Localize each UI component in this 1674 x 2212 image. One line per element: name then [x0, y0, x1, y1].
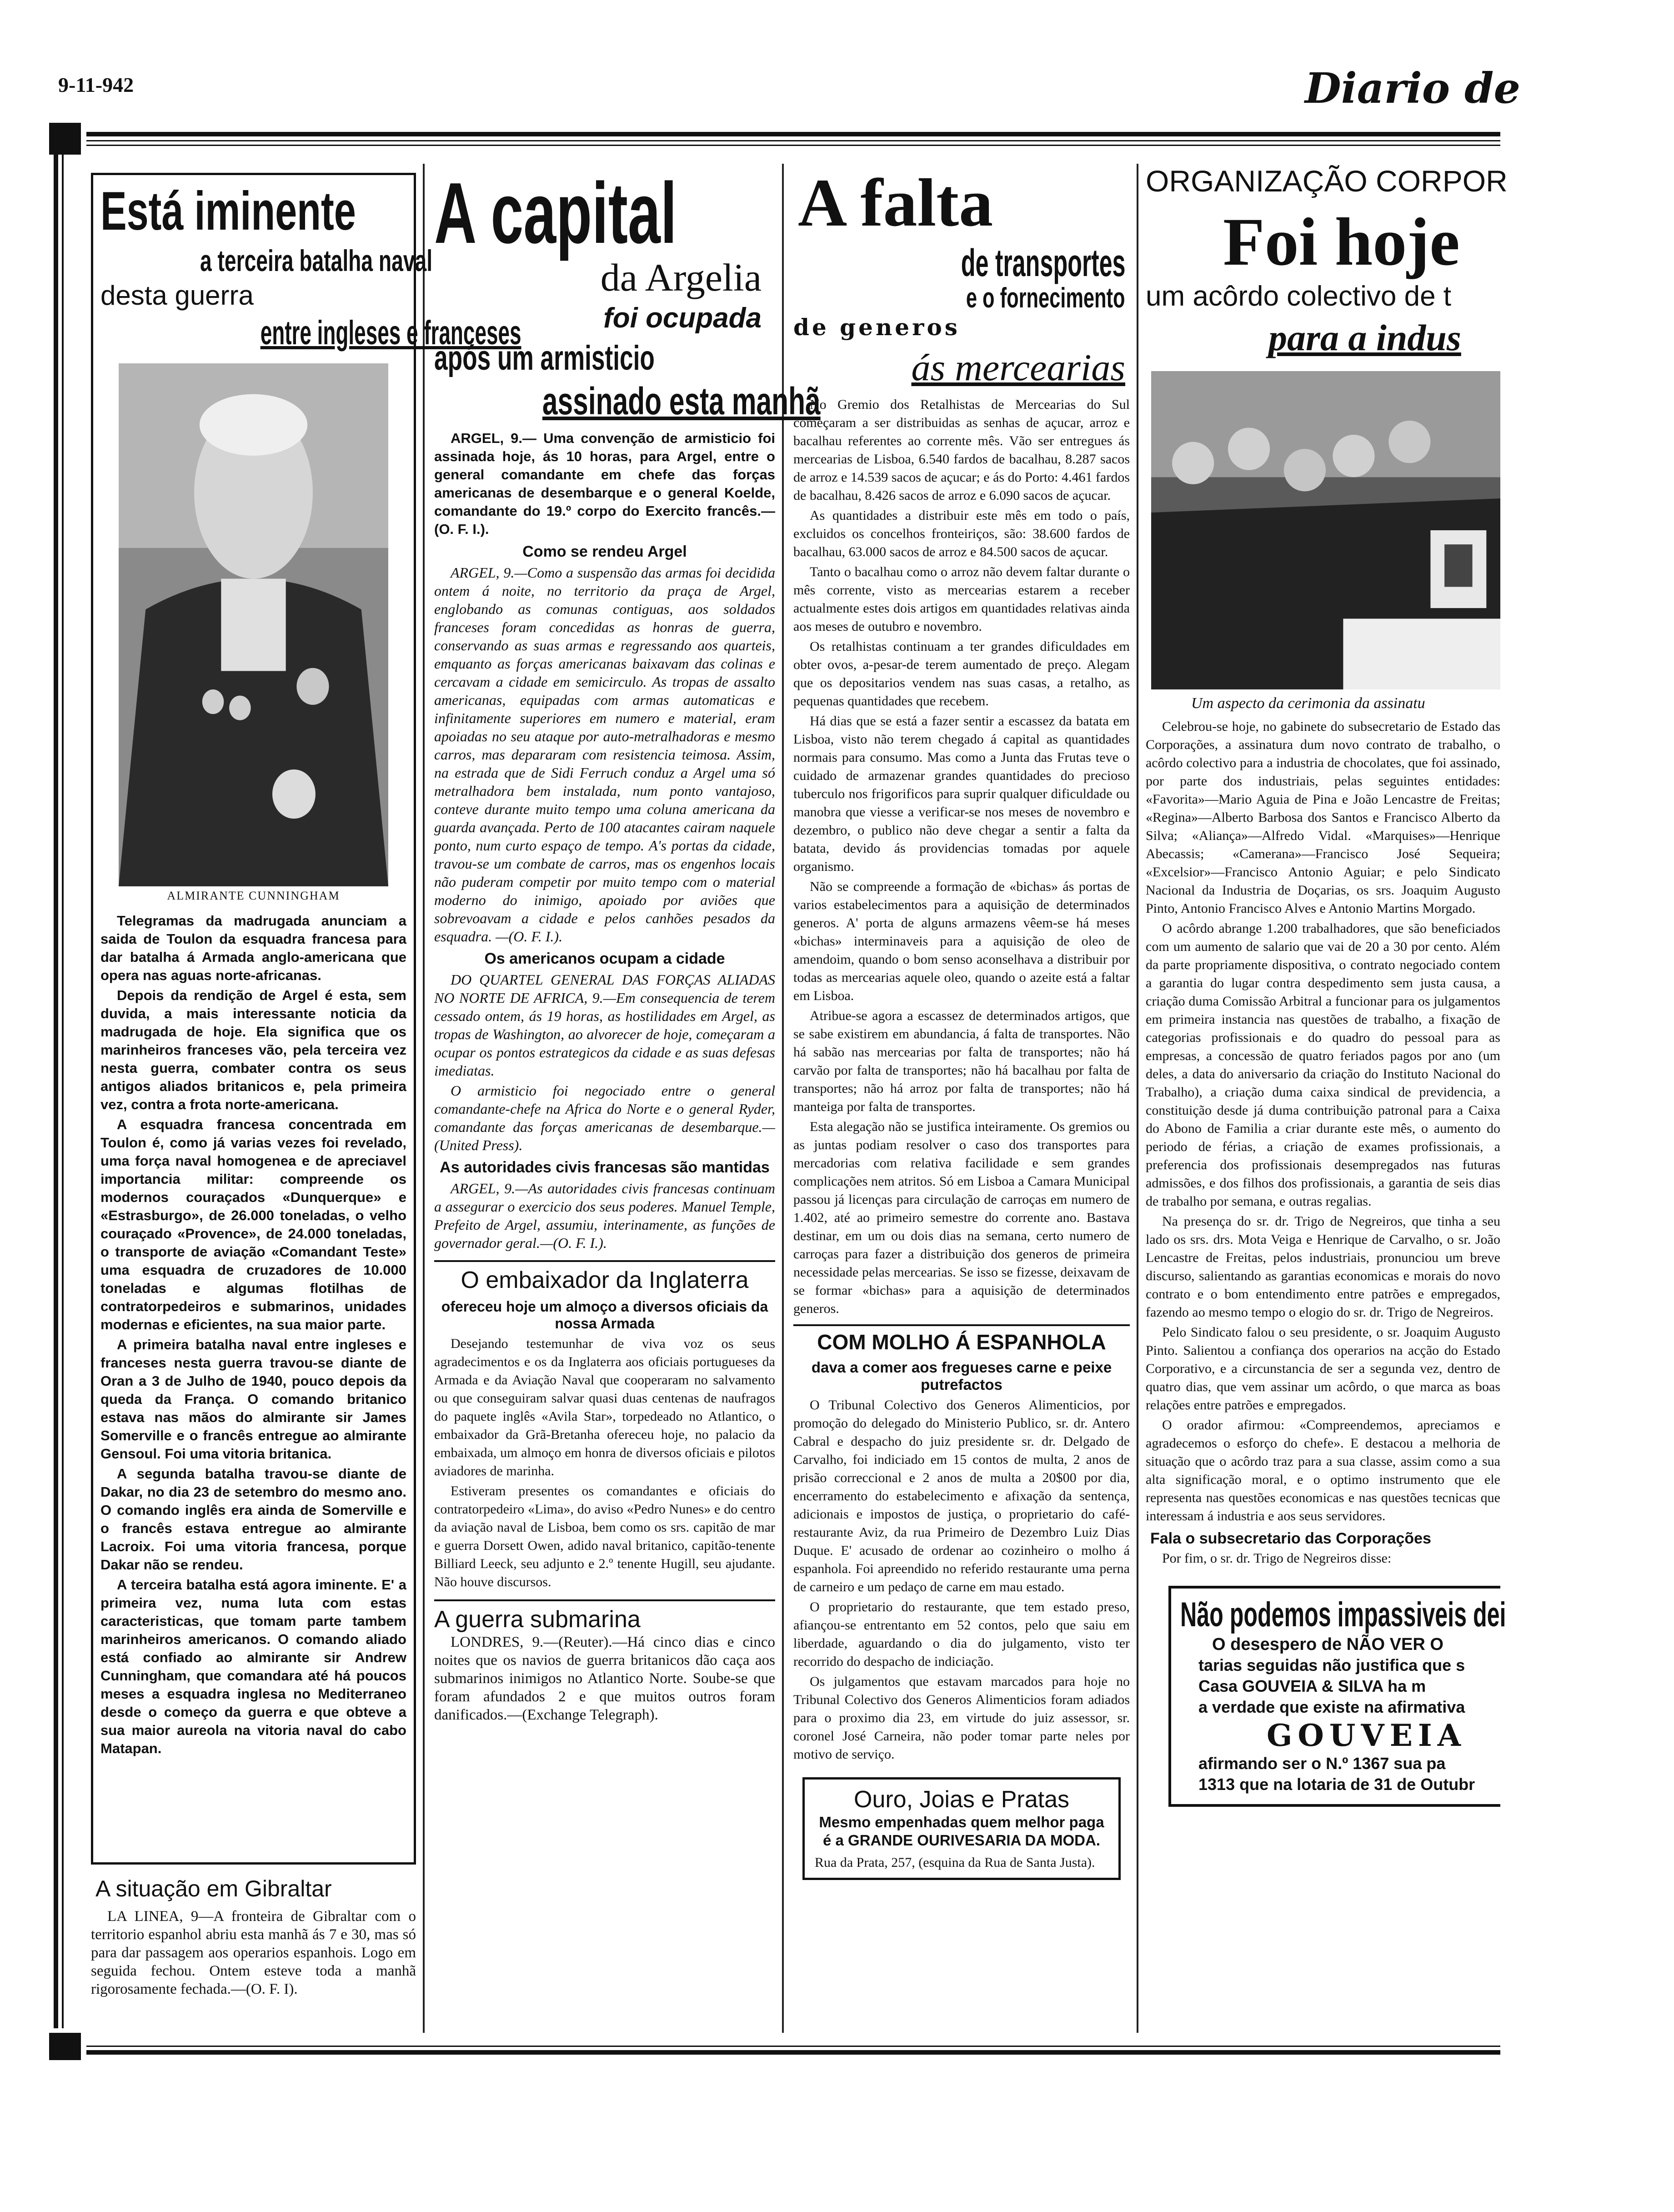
mercearias-paragraph: As quantidades a distribuir este mês em todo o país, excluidos os concelhos fronteiriços, são: 38.600 fardos de bacalhau, 63.000 sacos de arroz e 84.500 sacos de açucar. [793, 508, 1130, 559]
headline-a-capital: A capital [434, 165, 677, 261]
kicker-organizacao: ORGANIZAÇÃO CORPOR [1146, 164, 1508, 198]
ad-gouveia-line-5: afirmando ser o N.º 1367 sua pa [1198, 1754, 1446, 1773]
headline-de-transportes: de transportes [961, 241, 1125, 284]
gouveia-ad [1168, 1586, 1506, 1807]
left-border-line-thin [62, 155, 64, 2028]
bottom-rule-thick [86, 2050, 1500, 2055]
mercearias-body [793, 396, 1130, 1318]
bottom-rule-thin [86, 2046, 1500, 2047]
cunningham-paragraph: A primeira batalha naval entre ingleses e franceses nesta guerra travou-se diante de Oran a 3 de Julho de 1940, pouco depois da queda da França. O comando britanico estava nas mãos do almirante sir James Somerville e o francês entregue ao almirante Gensoul. Foi uma vitoria britanica. [100, 1337, 406, 1462]
embaixador-body-2: Estiveram presentes os comandantes e oficiais do contratorpedeiro «Lima», do aviso «Pedro Nunes» e do centro da aviação naval de Lisboa, bem como os srs. capitão de mar e guerra Dorsett Owen, adido naval britanico, capitão-tenente Billiard Leeck, seu adjunto e 2.º tenente Hugill, seu ajudante. Não houve discursos. [434, 1483, 775, 1589]
ad-gouveia-line-1: O desespero de NÃO VER O [1212, 1635, 1443, 1654]
subhead-molho-deck: dava a comer aos fregueses carne e peixe putrefactos [811, 1359, 1112, 1393]
acordo-body [1146, 718, 1500, 1525]
headline-as-mercearias: ás mercearias [911, 347, 1125, 389]
gibraltar-body: LA LINEA, 9—A fronteira de Gibraltar com o territorio espanhol abriu esta manhã ás 7 e 30, mas só para dar passagem aos operarios espanhois. Logo em seguida fechou. Ontem esteve toda a manhã rigorosamente fechada.—(O. F. I). [91, 1908, 416, 1997]
ad-ouro-address: Rua da Prata, 257, (esquina da Rua de Santa Justa). [815, 1855, 1095, 1870]
acordo-paragraph: O orador afirmou: «Compreendemos, apreciamos e agradecemos o esforço do chefe». E destacou a melhoria de situação que o acôrdo traz para a sua classe, assim como a sua alta significação moral, e o optimo instrumento que ele representa nas questões economicas e nas questões tecnicas que interessam á industria e aos seus servidores. [1146, 1418, 1500, 1523]
headline-da-argelia: da Argelia [600, 256, 762, 299]
ad-gouveia-line-6: 1313 que na lotaria de 31 de Outubr [1198, 1775, 1475, 1794]
column-divider-1 [423, 164, 425, 2033]
ad-ouro-title: Ouro, Joias e Pratas [854, 1786, 1069, 1813]
top-rule-thick [86, 132, 1500, 136]
left-border-line [54, 155, 58, 2028]
subhead-embaixador-deck: ofereceu hoje um almoço a diversos oficiais da nossa Armada [441, 1298, 768, 1332]
headline-acordo-colectivo: um acôrdo colectivo de t [1146, 281, 1452, 312]
subhead-fala-subsecretario: Fala o subsecretario das Corporações [1150, 1530, 1431, 1547]
molho-paragraph: Os julgamentos que estavam marcados para hoje no Tribunal Colectivo dos Generos Alimenticios foram adiados para o proximo dia 23, em virtude do juiz assessor, sr. coronel José Carneira, não poder tomar parte neles por motivo de serviço. [793, 1674, 1130, 1762]
mercearias-paragraph: Tanto o bacalhau como o arroz não devem faltar durante o mês corrente, visto as mercearias estarem a receber actualmente estes dois artigos em quantidades relativas ainda aos meses de outubro e novembro. [793, 564, 1130, 634]
ad-ouro-body: Mesmo empenhadas quem melhor paga é a GRANDE OURIVESARIA DA MODA. [819, 1814, 1104, 1849]
headline-desta-guerra: desta guerra [100, 280, 254, 311]
headline-a-falta: A falta [798, 165, 993, 241]
molho-body [793, 1396, 1130, 1764]
subhead-como-se-rendeu: Como se rendeu Argel [522, 543, 687, 560]
headline-foi-hoje: Foi hoje [1223, 204, 1460, 280]
molho-paragraph: O Tribunal Colectivo dos Generos Alimenticios, por promoção do delegado do Ministerio Publico, sr. dr. Antero Cabral e despacho do juiz presidente sr. dr. Delgado de Carvalho, foi indiciado em 15 contos de multa, 2 anos de prisão correccional e 2 anos de multa a 20$00 por dia, encerramento do estabelecimento e afixação da sentença, adicionais e impostos de justiça, o proprietario do café-restaurante Aviz, da rua Primeiro de Dezembro Luiz Dias Duque. E' acusado de ordenar ao cozinheiro o molho á espanhola. Foi apreendido no referido restaurante uma perna de carneiro e um pedaço de carne em mau estado. [793, 1398, 1130, 1594]
ad-gouveia-brand: GOUVEIA [1267, 1718, 1467, 1753]
subhead-molho-espanhola: COM MOLHO Á ESPANHOLA [817, 1330, 1106, 1354]
acordo-paragraph: Celebrou-se hoje, no gabinete do subsecretario de Estado das Corporações, a assinatura dum novo contrato de trabalho, o acôrdo colectivo para a industria de chocolates, que foi assinado, por parte dos industriais, pelas seguintes entidades: «Favorita»—Mario Aguia de Pina e João Lencastre de Freitas; «Regina»—Alberto Barbosa dos Santos e Francisco Alberto da Silva; «Aliança»—Alfredo Vidal. «Marquises»—Henrique Abecassis; «Camerana»—Francisco José Sequeira; «Excelsior»—Francisco Antonio Aguiar; e pelo Sindicato Nacional da Industria de Doçarias, os srs. Joaquim Augusto Pinto, Antonio Francisco Alves e Antonio Martins Morgado. [1146, 719, 1500, 916]
headline-de-generos: de generos [793, 314, 960, 341]
page-date: 9-11-942 [58, 73, 134, 96]
subhead-gibraltar: A situação em Gibraltar [95, 1876, 332, 1901]
cunningham-paragraph: Depois da rendição de Argel é esta, sem duvida, a mais interessante noticia da madrugada de hoje. Ela significa que os marinheiros franceses vão, pela terceira vez nesta guerra, combater contra os seus antigos aliados britanicos e, pela primeira vez, contra a frota norte-americana. [100, 987, 406, 1112]
acordo-paragraph: O acôrdo abrange 1.200 trabalhadores, que são beneficiados com um aumento de salario que vai de 20 a 30 por cento. Além da parte propriamente dispositiva, o contrato negociado contem a garantia do lugar contra despedimento sem justa causa, a criação duma Comissão Arbitral a funcionar para os julgamentos em primeira instancia nas questões de trabalho, a fixação de categorias profissionais e do quadro do pessoal para as empresas, a concessão de quatro feriados pagos por ano (um deles, a data do aniversario da criação do Instituto Nacional do Trabalho), a criação duma caixa sindical de previdencia, a constituição desde já duma contribuição patronal para a Caixa do Abono de Familia a criar durante este mês, o aumento do periodo de férias, a criação de exames profissionais, a preferencia dos profissionais desempregados nas futuras admissões, e dos filhos dos profissionais, a garantia de seis dias de trabalho por semana, e outras regalias. [1146, 921, 1500, 1209]
acordo-paragraph: Na presença do sr. dr. Trigo de Negreiros, que tinha a seu lado os srs. drs. Mota Veiga e Henrique de Carvalho, o sr. João Lencastre de Freitas, pelos industriais, pronunciou um breve discurso, salientando as garantias economicas e morais do novo contrato e o bom entendimento entre patrões e empregados, fazendo ao mesmo tempo o elogio do sr. dr. Trigo de Negreiros. [1146, 1214, 1500, 1320]
photo-caption-cunningham: ALMIRANTE CUNNINGHAM [167, 889, 340, 902]
headline-apos-armisticio: após um armisticio [434, 339, 655, 377]
molho-paragraph: O proprietario do restaurante, que tem estado preso, afiançou-se entrentanto em 52 contos, pelo que saiu em liberdade, aguardando o dia do julgamento, visto ter recorrido do despacho de indiciação. [793, 1599, 1130, 1669]
argelia-body-3: O armisticio foi negociado entre o general comandante-chefe na Africa do Norte e o general Ryder, comandante das forças americanas de desembarque.—(United Press). [434, 1082, 775, 1153]
subhead-americanos-ocupam: Os americanos ocupam a cidade [484, 950, 725, 967]
argelia-body-4: ARGEL, 9.—As autoridades civis francesas continuam a assegurar o exercicio dos seus poderes. Manuel Temple, Prefeito de Argel, assumiu, interinamente, as funções de governador geral.—(O. F. I.). [434, 1180, 775, 1251]
headline-foi-ocupada: foi ocupada [603, 302, 762, 334]
mercearias-paragraph: Não se compreende a formação de «bichas» ás portas de varios estabelecimentos para a aquisição de determinados generos. A' porta de alguns armazens vêem-se há meses «bichas» interminaveis para a aquisição de oleo de amendoim, quando o bom senso aconselhava a distribuir por todas as mercearias aquele oleo, quando o azeite está a faltar em Lisboa. [793, 879, 1130, 1003]
ad-gouveia-line-4: a verdade que existe na afirmativa [1198, 1698, 1465, 1716]
column-divider-2 [782, 164, 784, 2033]
headline-fornecimento: e o fornecimento [966, 282, 1125, 314]
cunningham-paragraph: Telegramas da madrugada anunciam a saida de Toulon da esquadra francesa para dar batalha á Armada anglo-americana que opera nas aguas norte-africanas. [100, 913, 406, 983]
newspaper-masthead: Diario de [1305, 64, 1521, 113]
argelia-body-2: DO QUARTEL GENERAL DAS FORÇAS ALIADAS NO NORTE DE AFRICA, 9.—Em consequencia de terem cessado ontem, ás 19 horas, as hostilidades em Argel, as tropas de Washington, ao alvorecer de hoje, começaram a ocupar os pontos estrategicos da cidade e as suas defesas imediatas. [434, 971, 775, 1079]
cunningham-photo [119, 363, 388, 886]
corner-block-top [49, 123, 81, 155]
headline-terceira-batalha: a terceira batalha naval [200, 244, 433, 277]
argelia-lead: ARGEL, 9.— Uma convenção de armisticio foi assinada hoje, ás 10 horas, para Argel, entre o general comandante em chefe das forças americanas de desembarque e o general Koelde, comandante do 19.º corpo do Exercito francês.—(O. F. I.). [434, 430, 775, 537]
mercearias-paragraph: No Gremio dos Retalhistas de Mercearias do Sul começaram a ser distribuidas as senhas de açucar, arroz e bacalhau referentes ao corrente mês. Vão ser entregues ás mercearias de Lisboa, 6.540 fardos de bacalhau, 8.287 sacos de arroz e 14.539 sacos de açucar; e ás do Porto: 4.461 fardos de bacalhau, 8.426 sacos de arroz e 6.090 sacos de açucar. [793, 397, 1130, 503]
embaixador-body-1: Desejando testemunhar de viva voz os seus agradecimentos e os da Inglaterra aos oficiais portugueses da Armada e da Aviação Naval que cooperaram no salvamento ou que conseguiram salvar quasi duas centenas de naufragos do paquete inglês «Avila Star», torpedeado no Atlantico, o embaixador da Grã-Bretanha ofereceu hoje, no palacio da embaixada, um almoço em honra de diversos oficiais e pilotos aviadores de marinha. [434, 1336, 775, 1478]
column-3 [793, 164, 1130, 2033]
mercearias-paragraph: Há dias que se está a fazer sentir a escassez da batata em Lisboa, visto não terem chegado á capital as quantidades normais para consumo. Mas como a Junta das Frutas teve o cuidado de armazenar grandes quantidades do precioso tuberculo nos frigorificos para suprir qualquer dificuldade ou manobra que viesse a verificar-se nos meses de novembro e dezembro, o publico não deve chegar a sentir a falta da batata, devido ás providencias tomadas por aquele organismo. [793, 714, 1130, 874]
cunningham-paragraph: A esquadra francesa concentrada em Toulon é, como já varias vezes foi revelado, uma força naval homogenea e de apreciavel importancia militar: compreende os modernos couraçados «Dunquerque» e «Estrasburgo», de 26.000 toneladas, o velho couraçado «Provence», de 24.000 toneladas, o transporte de aviação «Comandant Teste» uma esquadra de cruzadores de 10.000 toneladas e algumas flotilhas de contratorpedeiros e submarinos, unidades modernas e eficientes, na sua maior parte. [100, 1116, 406, 1332]
headline-para-a-industria: para a indus [1268, 317, 1461, 358]
guerra-submarina-body: LONDRES, 9.—(Reuter).—Há cinco dias e cinco noites que os navios de guerra britanicos dão caça aos submarinos inimigos no Atlantico Norte. Soube-se que foram afundados 2 e que muitos outros foram danificados.—(Exchange Telegraph). [434, 1634, 775, 1723]
ad-gouveia-line-2: tarias seguidas não justifica que s [1198, 1656, 1465, 1674]
ourivesaria-ad [802, 1777, 1121, 1880]
photo-caption-ceremony: Um aspecto da cerimonia da assinatu [1191, 695, 1425, 712]
cunningham-paragraph: A terceira batalha está agora iminente. E' a primeira vez, numa luta com estas caracteristicas, que tomam parte tambem marinheiros americanos. O comando aliado está confiado ao almirante sir Andrew Cunningham, que comandara até há poucos meses a esquadra inglesa no Mediterraneo desde o começo da guerra e que obteve a sua maior aureola na vitoria naval do cabo Matapan. [100, 1577, 406, 1756]
top-rule-thin [86, 140, 1500, 141]
ad-gouveia-line-3: Casa GOUVEIA & SILVA ha m [1198, 1677, 1426, 1695]
cunningham-paragraph: A segunda batalha travou-se diante de Dakar, no dia 23 de setembro do mesmo ano. O comando inglês era ainda de Somerville e o francês estava entregue ao almirante Lacroix. Foi uma vitoria francesa, porque Dakar não se rendeu. [100, 1466, 406, 1573]
mercearias-paragraph: Os retalhistas continuam a ter grandes dificuldades em obter ovos, a-pesar-de terem aumentado de preço. Alegam que os depositarios vendem nas suas casas, a retalho, as pequenas quantidades que recebem. [793, 639, 1130, 709]
cunningham-article-box [91, 173, 521, 1865]
subhead-guerra-submarina: A guerra submarina [434, 1606, 641, 1633]
mercearias-paragraph: Atribue-se agora a escassez de determinados artigos, que se sabe existirem em abundancia, á falta de transportes. Não há sabão nas mercearias por falta de transportes; não há carvão por falta de transportes; não há bacalhau por falta de transportes; não há arroz por falta de transportes; não há manteiga por falta de transportes. [793, 1008, 1130, 1114]
argelia-body-1: ARGEL, 9.—Como a suspensão das armas foi decidida ontem á noite, no territorio da praça de Argel, englobando as comunas contiguas, aos soldados franceses foram concedidas as honras de guerra, conservando as suas armas e regressando aos quarteis, emquanto as forças americanas baixavam das colinas e cercavam a cidade em semicirculo. As tropas de assalto americanas, equipadas com armas automaticas e infinitamente superiores em numero e material, eram apoiadas no seu ataque por auto-metralhadoras e mesmo carros, mas depararam com resistencia teimosa. Assim, na estrada que de Sidi Ferruch conduz a Argel uma só metralhadora bem instalada, num ponto vantajoso, conteve durante muito tempo uma coluna americana da guarda avançada. Perto de 100 atacantes cairam naquele ponto, num curto espaço de tempo. A's portas da cidade, travou-se um combate de carros, mas os engenhos locais não puderam competir por muito tempo com o material moderno do inimigo, apoiado por aviões que sobrevoavam a cidade e pelos canhões pesados da esquadra. —(O. F. I.). [434, 564, 775, 945]
top-rule-thin-2 [86, 145, 1500, 146]
acordo-paragraph: Pelo Sindicato falou o seu presidente, o sr. Joaquim Augusto Pinto. Salientou a confiança dos operarios na acção do Estado Corporativo, e a circunstancia de ser a segunda vez, dentro de quatro dias, que vem assinar um acôrdo, o que marca as boas relações entre patrões e empregados. [1146, 1325, 1500, 1413]
ad-gouveia-title: Não podemos impassiveis dei [1180, 1595, 1506, 1634]
column-4 [1146, 164, 1508, 2033]
fala-body: Por fim, o sr. dr. Trigo de Negreiros disse: [1162, 1551, 1392, 1566]
column-1 [91, 173, 521, 2033]
corner-block-bottom [49, 2033, 81, 2060]
mercearias-paragraph: Esta alegação não se justifica inteiramente. Os gremios ou as juntas podiam resolver o caso dos transportes para mercadorias com relativa facilidade e sem grandes complicações nem atritos. Só em Lisboa a Camara Municipal passou já licenças para circulação de carroças em numero de 1.402, até ao primeiro semestre do corrente ano. Bastava destinar, em um ou dois dias na semana, certo numero de carroças para fazer a distribuição dos generos de primeira necessidade pelas mercearias. Se isso se fizesse, deixavam de se formar «bichas» para a aquisição de determinados generos. [793, 1119, 1130, 1316]
subhead-embaixador: O embaixador da Inglaterra [461, 1267, 749, 1293]
subhead-autoridades-civis: As autoridades civis francesas são mantidas [440, 1159, 770, 1176]
headline-esta-iminente: Está iminente [100, 181, 356, 241]
ceremony-photo [1151, 371, 1500, 689]
headline-entre-ingleses: entre ingleses e franceses [260, 314, 521, 352]
column-2 [434, 164, 821, 2033]
cunningham-article-body [100, 912, 406, 1758]
headline-assinado-esta-manha: assinado esta manhã [542, 380, 821, 422]
column-divider-3 [1137, 164, 1138, 2033]
